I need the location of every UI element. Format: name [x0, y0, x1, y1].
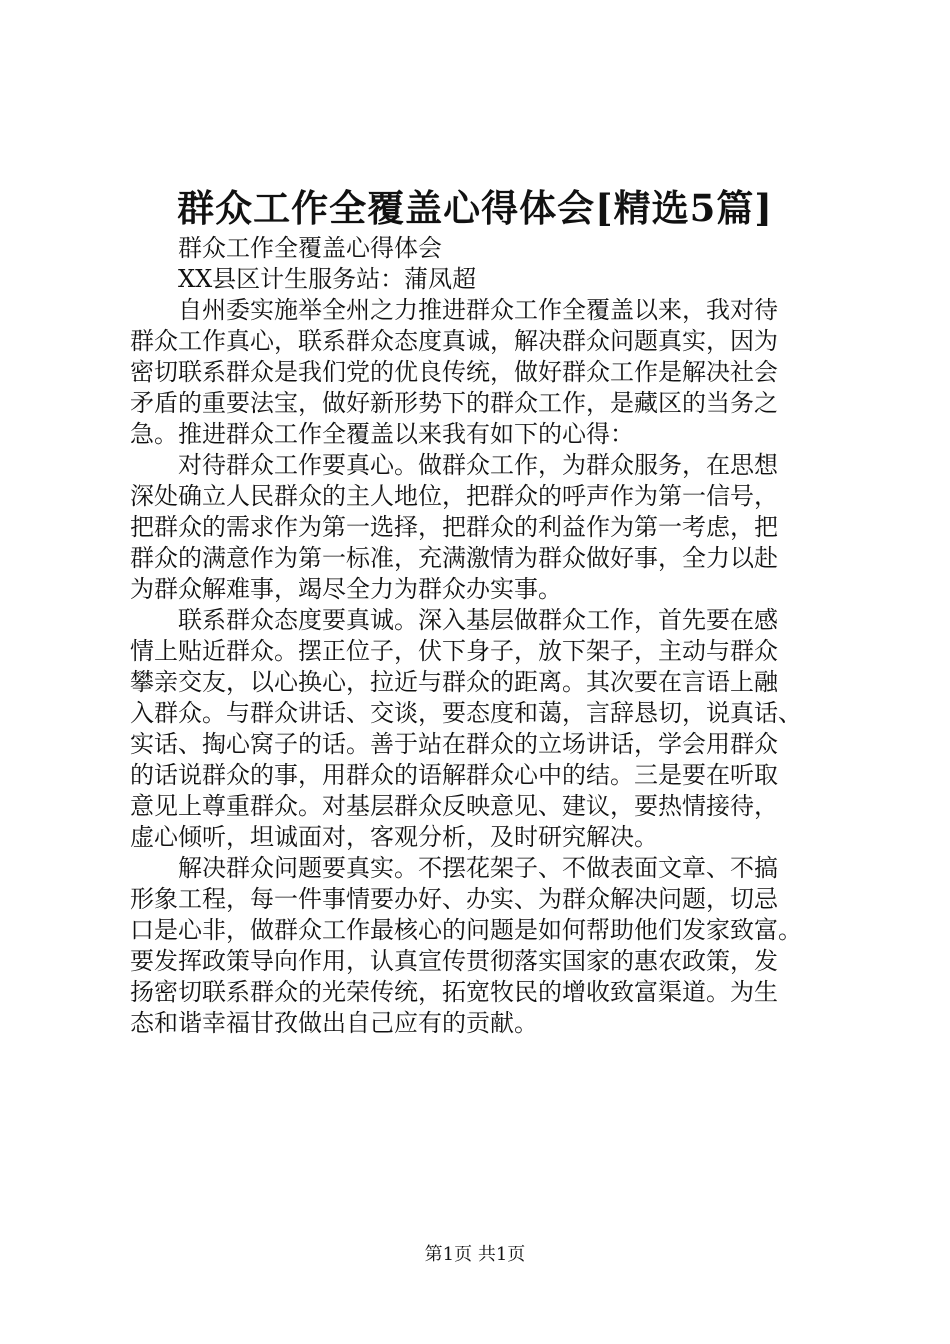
paragraph-line: 群众的满意作为第一标准，充满激情为群众做好事，全力以赴: [130, 544, 778, 572]
paragraph-line: 对待群众工作要真心。做群众工作，为群众服务，在思想: [178, 451, 778, 479]
paragraph-line: 自州委实施举全州之力推进群众工作全覆盖以来，我对待: [178, 296, 778, 324]
document-title: 群众工作全覆盖心得体会[精选5篇]: [177, 186, 773, 230]
paragraph-line: 深处确立人民群众的主人地位，把群众的呼声作为第一信号，: [130, 482, 778, 510]
paragraph-line: 矛盾的重要法宝，做好新形势下的群众工作，是藏区的当务之: [130, 389, 778, 417]
paragraph-line: 的话说群众的事，用群众的语解群众心中的结。三是要在听取: [130, 761, 778, 789]
paragraph-line: 密切联系群众是我们党的优良传统，做好群众工作是解决社会: [130, 358, 778, 386]
paragraph-line: 解决群众问题要真实。不摆花架子、不做表面文章、不搞: [178, 854, 778, 882]
document-body: [130, 233, 830, 1039]
author-line: XX县区计生服务站：蒲凤超: [178, 265, 477, 293]
paragraph-line: 攀亲交友，以心换心，拉近与群众的距离。其次要在言语上融: [130, 668, 778, 696]
paragraph-line: 群众工作真心，联系群众态度真诚，解决群众问题真实，因为: [130, 327, 778, 355]
paragraph-line: 为群众解难事，竭尽全力为群众办实事。: [130, 575, 562, 603]
paragraph-line: 态和谐幸福甘孜做出自己应有的贡献。: [130, 1009, 538, 1037]
paragraph-line: 入群众。与群众讲话、交谈，要态度和蔼，言辞恳切，说真话、: [130, 699, 802, 727]
paragraph-line: 实话、掏心窝子的话。善于站在群众的立场讲话，学会用群众: [130, 730, 778, 758]
paragraph-line: 形象工程，每一件事情要办好、办实、为群众解决问题，切忌: [130, 885, 778, 913]
page-footer: 第1页 共1页: [424, 1244, 526, 1265]
paragraph-line: 虚心倾听，坦诚面对，客观分析，及时研究解决。: [130, 823, 658, 851]
paragraph-line: 急。推进群众工作全覆盖以来我有如下的心得：: [130, 420, 634, 448]
paragraph-line: 联系群众态度要真诚。深入基层做群众工作，首先要在感: [178, 606, 778, 634]
paragraph-line: 情上贴近群众。摆正位子，伏下身子，放下架子，主动与群众: [130, 637, 778, 665]
paragraph-line: 把群众的需求作为第一选择，把群众的利益作为第一考虑，把: [130, 513, 778, 541]
subtitle-line: 群众工作全覆盖心得体会: [178, 234, 442, 262]
paragraph-line: 意见上尊重群众。对基层群众反映意见、建议，要热情接待，: [130, 792, 778, 820]
paragraph-line: 扬密切联系群众的光荣传统，拓宽牧民的增收致富渠道。为生: [130, 978, 778, 1006]
paragraph-line: 口是心非，做群众工作最核心的问题是如何帮助他们发家致富。: [130, 916, 802, 944]
paragraph-line: 要发挥政策导向作用，认真宣传贯彻落实国家的惠农政策，发: [130, 947, 778, 975]
